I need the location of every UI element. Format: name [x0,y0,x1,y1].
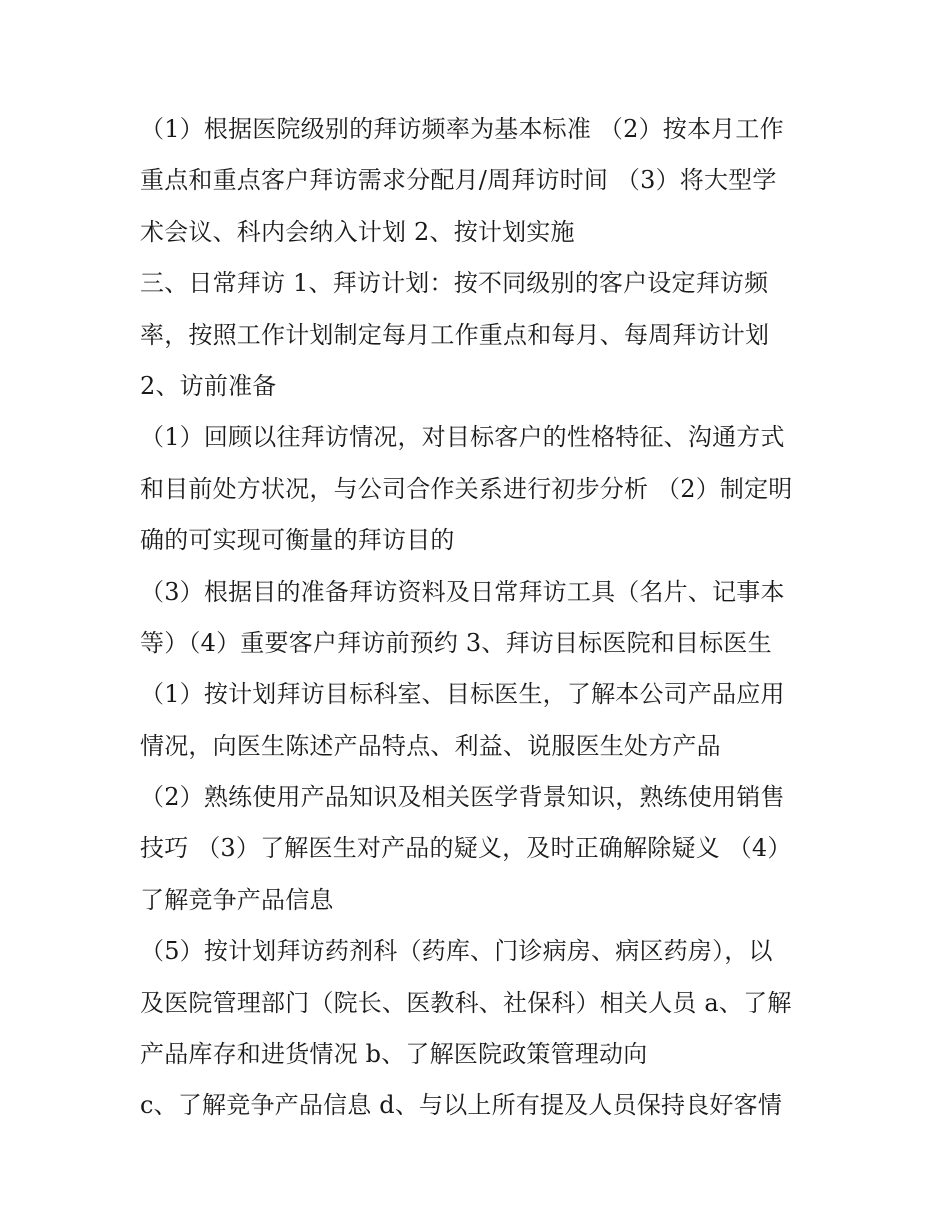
text-line: 三、日常拜访 1、拜访计划：按不同级别的客户设定拜访频 [140,269,769,298]
text-line: 确的可实现可衡量的拜访目的 [140,526,455,555]
text-line: （1）按计划拜访目标科室、目标医生，了解本公司产品应用 [140,680,785,709]
text-line: 产品库存和进货情况 b、了解医院政策管理动向 [140,1040,648,1069]
text-line: 情况，向医生陈述产品特点、利益、说服医生处方产品 [140,731,721,760]
text-line: （3）根据目的准备拜访资料及日常拜访工具（名片、记事本 [140,577,785,606]
text-line: 了解竞争产品信息 [140,885,334,914]
text-line: （1）根据医院级别的拜访频率为基本标准 （2）按本月工作 [140,115,784,143]
document-body [140,104,820,1132]
text-line: （1）回顾以往拜访情况，对目标客户的性格特征、沟通方式 [140,423,785,452]
text-line: 等）（4）重要客户拜访前预约 3、拜访目标医院和目标医生 [140,628,772,657]
text-line: （5）按计划拜访药剂科（药库、门诊病房、病区药房），以 [140,937,773,966]
text-line: 术会议、科内会纳入计划 2、按计划实施 [140,217,575,246]
text-line: 及医院管理部门（院长、医教科、社保科）相关人员 a、了解 [140,988,792,1017]
text-line: 率，按照工作计划制定每月工作重点和每月、每周拜访计划 [140,320,770,349]
text-line: c、了解竞争产品信息 d、与以上所有提及人员保持良好客情 [140,1091,783,1120]
text-line: 2、访前准备 [140,371,277,400]
text-line: 和目前处方状况，与公司合作关系进行初步分析 （2）制定明 [140,474,793,503]
text-line: （2）熟练使用产品知识及相关医学背景知识，熟练使用销售 [140,783,785,812]
text-line: 技巧 （3）了解医生对产品的疑义，及时正确解除疑义 （4） [140,834,792,863]
text-line: 重点和重点客户拜访需求分配月/周拜访时间 （3）将大型学 [140,166,777,195]
